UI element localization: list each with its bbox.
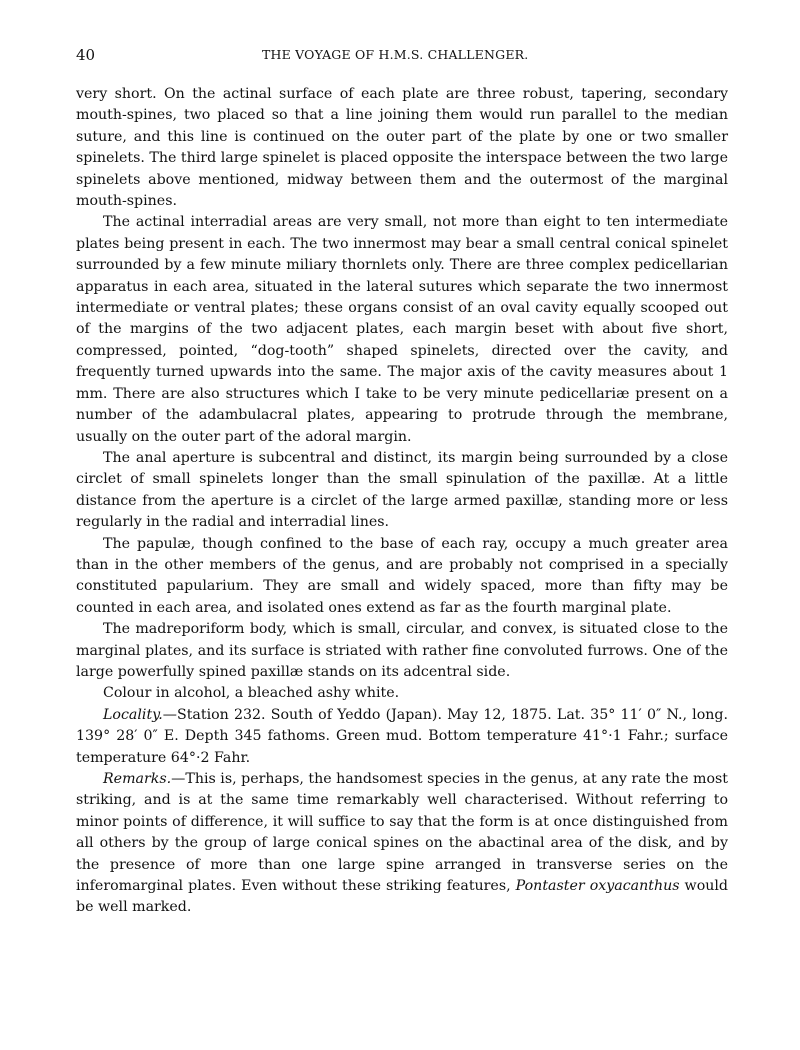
remarks-text: —This is, perhaps, the handsomest species in the genus, at any rate the most striking, and is at the same time remarkably well characterised. Without referring to minor points of difference, it will suffice to say that the form is at once distinguished from all others by the group of large conical spines on the abactinal area of the disk, and by the presence of more than one large spine arranged in transverse series on the inferomarginal plates. Even without these striking features, (76, 771, 728, 895)
paragraph: very short. On the actinal surface of each plate are three robust, tapering, secondary mouth-spines, two placed so that a line joining them would run parallel to the median suture, and this line is continued on the outer part of the plate by one or two smaller spinelets. The third large spinelet is placed opposite the interspace between the two large spinelets above mentioned, midway between them and the outermost of the marginal mouth-spines. (76, 86, 728, 210)
paragraph: The papulæ, though confined to the base of each ray, occupy a much greater area than in the other members of the genus, and are probably not comprised in a specially constituted papularium. They are small and widely spaced, more than fifty may be counted in each area, and isolated ones extend as far as the fourth marginal plate. (76, 535, 728, 616)
page-header (76, 46, 728, 66)
locality-label: Locality. (103, 706, 163, 723)
running-title: THE VOYAGE OF H.M.S. CHALLENGER. (262, 47, 529, 62)
paragraph: The madreporiform body, which is small, circular, and convex, is situated close to the marginal plates, and its surface is striated with rather fine convoluted furrows. One of the large powerfully spined paxillæ stands on its adcentral side. (76, 621, 728, 680)
paragraph: The actinal interradial areas are very small, not more than eight to ten intermediate plates being present in each. The two innermost may bear a small central conical spinelet surrounded by a few minute miliary thornlets only. There are three complex pedicellarian apparatus in each area, situated in the lateral sutures which separate the two innermost intermediate or ventral plates; these organs consist of an oval cavity equally scooped out of the margins of the two adjacent plates, each margin beset with about five short, compressed, pointed, “dog-tooth” shaped spinelets, directed over the cavity, and frequently turned upwards into the same. The major axis of the cavity measures about 1 mm. There are also structures which I take to be very minute pedicellariæ present on a number of the adambulacral plates, appearing to protrude through the membrane, usually on the outer part of the adoral margin. (76, 214, 728, 445)
page-number: 40 (76, 46, 96, 64)
species-name: Pontaster oxyacanthus (515, 878, 680, 895)
locality-text: —Station 232. South of Yeddo (Japan). May 12, 1875. Lat. 35° 11′ 0″ N., long. 139° 28′ 0″ E. Depth 345 fathoms. Green mud. Bottom temperature 41°·1 Fahr.; surface temperature 64°·2 Fahr. (76, 706, 728, 766)
body-text (76, 84, 728, 919)
remarks-paragraph (76, 769, 728, 919)
paragraph: The anal aperture is subcentral and distinct, its margin being surrounded by a close circlet of small spinelets longer than the small spinulation of the paxillæ. At a little distance from the aperture is a circlet of the large armed paxillæ, standing more or less regularly in the radial and interradial lines. (76, 449, 728, 531)
paragraph: Colour in alcohol, a bleached ashy white. (103, 685, 400, 702)
locality-paragraph (76, 705, 728, 769)
remarks-tail: would be well marked. (76, 878, 729, 916)
remarks-label: Remarks. (103, 771, 172, 787)
